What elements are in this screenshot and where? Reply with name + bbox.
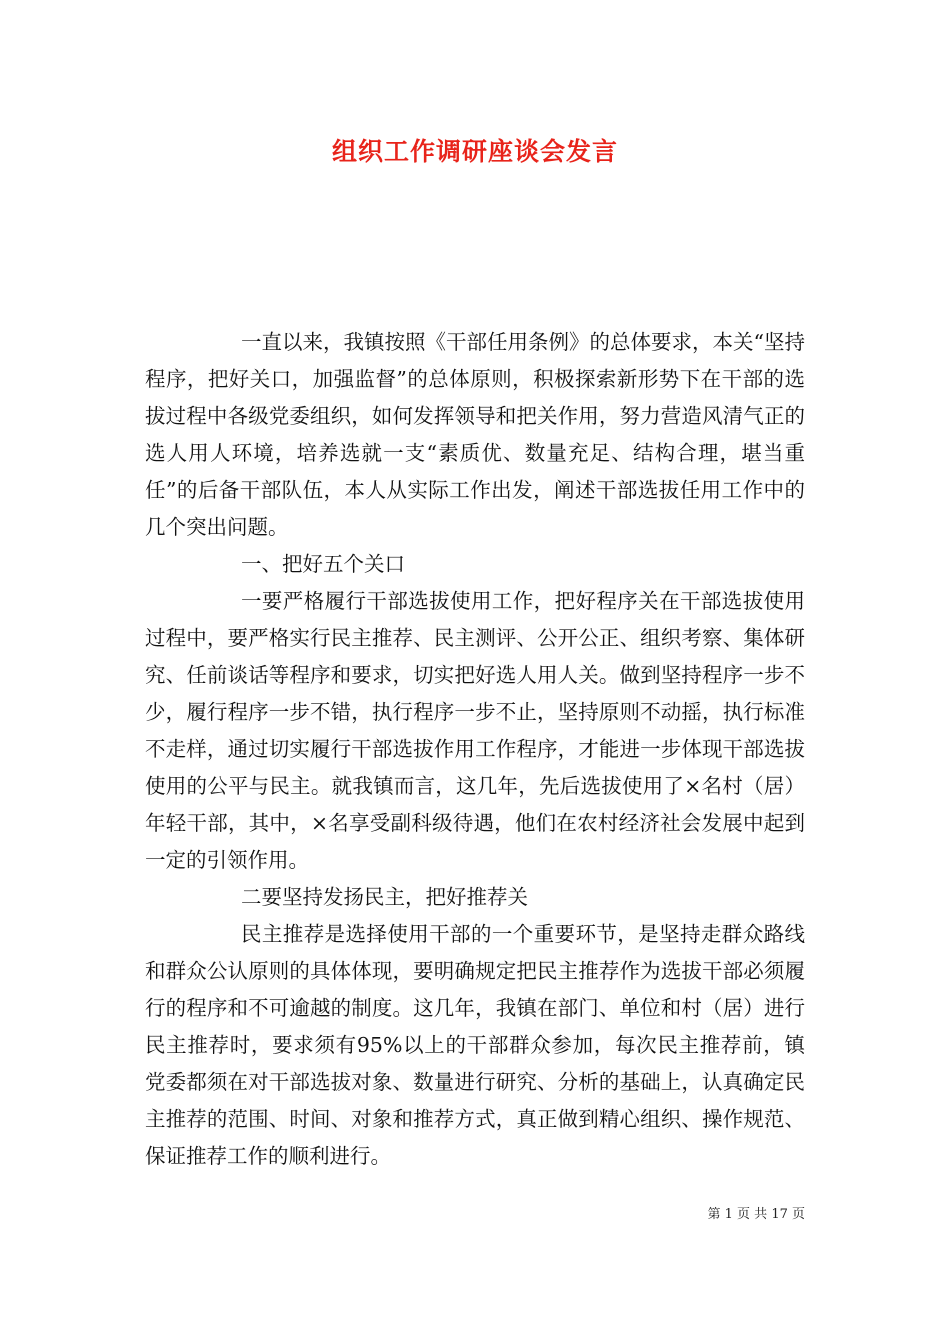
document-title: 组织工作调研座谈会发言 <box>331 137 618 166</box>
paragraph-intro: 一直以来，我镇按照《干部任用条例》的总体要求，本关“坚持程序，把好关口，加强监督”的总体原则，积极探索新形势下在干部的选拔过程中各级党委组织，如何发挥领导和把关作用，努力营造风清气正的选人用人环境，培养选就一支“素质优、数量充足、结构合理，堪当重任”的后备干部队伍，本人从实际工作出发，阐述干部选拔任用工作中的几个突出问题。 <box>145 330 805 539</box>
section-heading-five-checkpoints: 一、把好五个关口 <box>241 552 405 576</box>
subheading-democracy-recommendation: 二要坚持发扬民主，把好推荐关 <box>241 885 528 909</box>
paragraph-procedure: 一要严格履行干部选拔使用工作，把好程序关在干部选拔使用过程中，要严格实行民主推荐、民主测评、公开公正、组织考察、集体研究、任前谈话等程序和要求，切实把好选人用人关。做到坚持程序一步不少，履行程序一步不错，执行程序一步不止，坚持原则不动摇，执行标准不走样，通过切实履行干部选拔作用工作程序，才能进一步体现干部选拔使用的公平与民主。就我镇而言，这几年，先后选拔使用了×名村（居）年轻干部，其中，×名享受副科级待遇，他们在农村经济社会发展中起到一定的引领作用。 <box>145 589 805 872</box>
page-number-footer: 第 1 页 共 17 页 <box>707 1207 805 1222</box>
paragraph-recommendation: 民主推荐是选择使用干部的一个重要环节，是坚持走群众路线和群众公认原则的具体体现，要明确规定把民主推荐作为选拔干部必须履行的程序和不可逾越的制度。这几年，我镇在部门、单位和村（居）进行民主推荐时，要求须有95%以上的干部群众参加，每次民主推荐前，镇党委都须在对干部选拔对象、数量进行研究、分析的基础上，认真确定民主推荐的范围、时间、对象和推荐方式，真正做到精心组织、操作规范、保证推荐工作的顺利进行。 <box>145 922 805 1168</box>
document-body <box>145 324 805 1175</box>
